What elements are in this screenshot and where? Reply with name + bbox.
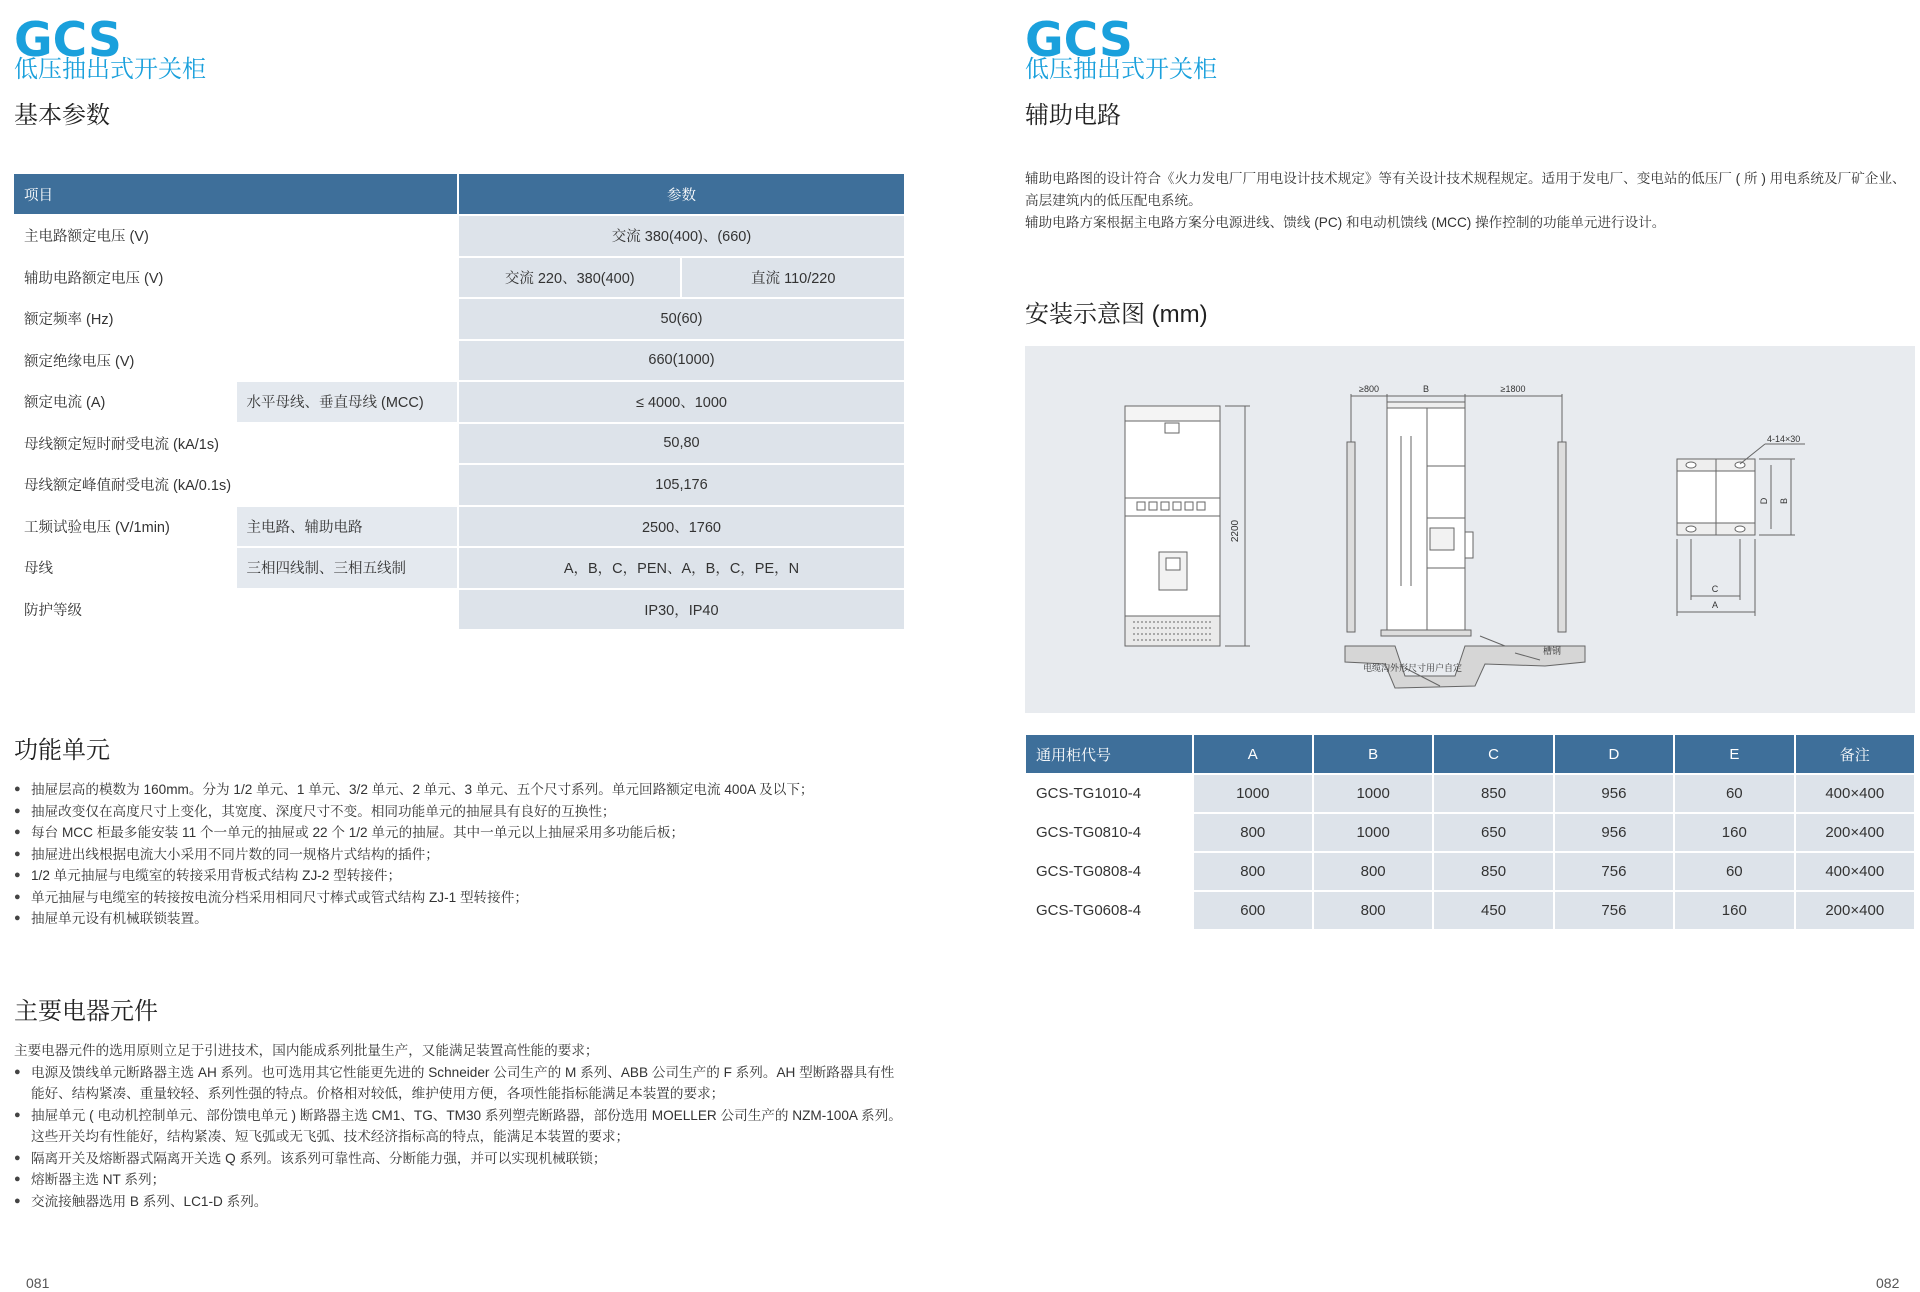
page-number-right: 082 [1876, 1275, 1900, 1291]
width-b-label: B [1422, 384, 1430, 394]
table-cell: 956 [1555, 814, 1673, 851]
row-value: 105,176 [459, 465, 904, 505]
table-cell: 800 [1314, 892, 1432, 929]
header-a: A [1194, 735, 1312, 773]
table-cell: 60 [1675, 775, 1793, 812]
table-cell: 60 [1675, 853, 1793, 890]
header-code: 通用柜代号 [1026, 735, 1192, 773]
table-row [14, 548, 904, 588]
table-cell: 400×400 [1796, 775, 1914, 812]
left-clearance-label: ≥800 [1359, 384, 1379, 394]
cell-code: GCS-TG0808-4 [1026, 853, 1192, 890]
table-cell: 850 [1434, 775, 1552, 812]
table-cell: 200×400 [1796, 814, 1914, 851]
subtitle-left: 低压抽出式开关柜 [14, 56, 206, 83]
table-cell: 756 [1555, 892, 1673, 929]
install-diagram [1025, 346, 1915, 713]
row-value: ≤ 4000、1000 [459, 382, 904, 422]
table-row [14, 590, 904, 630]
paragraph-line: 高层建筑内的低压配电系统。 [1025, 193, 1202, 208]
row-label: 辅助电路额定电压 (V) [14, 258, 457, 298]
header-d: D [1555, 735, 1673, 773]
cell-code: GCS-TG0608-4 [1026, 892, 1192, 929]
paragraph-line: 辅助电路图的设计符合《火力发电厂厂用电设计技术规定》等有关设计技术规程规定。适用于发电厂、变电站的低压厂 ( 所 ) 用电系统及厂矿企业、 [1025, 171, 1906, 186]
row-label: 母线额定峰值耐受电流 (kA/0.1s) [14, 465, 457, 505]
table-cell: 160 [1675, 892, 1793, 929]
cabinet-side-view [1381, 402, 1473, 636]
row-sub: 三相四线制、三相五线制 [237, 548, 457, 588]
row-label: 额定电流 (A) [14, 382, 235, 422]
table-row [1026, 775, 1914, 812]
list-item: ● 1/2 单元抽屉与电缆室的转接采用背板式结构 ZJ-2 型转接件； [14, 865, 914, 887]
list-item: ● 隔离开关及熔断器式隔离开关选 Q 系列。该系列可靠性高、分断能力强，并可以实现机械联锁； [14, 1148, 914, 1170]
header-note: 备注 [1796, 735, 1914, 773]
cell-code: GCS-TG0810-4 [1026, 814, 1192, 851]
height-label: 2200 [1230, 519, 1241, 543]
table-cell: 850 [1434, 853, 1552, 890]
table-row [14, 258, 904, 298]
row-sub: 主电路、辅助电路 [237, 507, 457, 547]
table-row [1026, 814, 1914, 851]
row-value: 50(60) [459, 299, 904, 339]
right-clearance-label: ≥1800 [1500, 384, 1526, 394]
table-row [14, 341, 904, 381]
holes-label: 4-14×30 [1767, 434, 1801, 444]
row-value-ac: 交流 220、380(400) [459, 258, 681, 298]
row-label: 母线 [14, 548, 235, 588]
aux-circuit-heading: 辅助电路 [1025, 102, 1121, 129]
table-row [14, 216, 904, 256]
table-cell: 1000 [1194, 775, 1312, 812]
function-units-heading: 功能单元 [14, 737, 110, 764]
row-value: A，B，C，PEN、A，B，C，PE，N [459, 548, 904, 588]
row-value: 660(1000) [459, 341, 904, 381]
basic-params-table [12, 172, 906, 631]
list-item-line: 能好、结构紧凑、重量较轻、系列性强的特点。价格相对较低，维护使用方便，各项性能指标能满足本装置的要求； [31, 1086, 725, 1101]
table-row [14, 507, 904, 547]
depth-b-label: B [1779, 497, 1789, 505]
paragraph-line: 辅助电路方案根据主电路方案分电源进线、馈线 (PC) 和电动机馈线 (MCC) 操作控制的功能单元进行设计。 [1025, 215, 1666, 230]
row-label: 防护等级 [14, 590, 457, 630]
table-cell: 400×400 [1796, 853, 1914, 890]
cabinet-front-view [1125, 406, 1220, 646]
table-row [14, 424, 904, 464]
dimension-table [1024, 733, 1916, 931]
components-list [14, 1040, 914, 1212]
row-sub: 水平母线、垂直母线 (MCC) [237, 382, 457, 422]
table-row [14, 299, 904, 339]
header-param: 参数 [459, 174, 904, 214]
list-item: ● 抽屉层高的模数为 160mm。分为 1/2 单元、1 单元、3/2 单元、2 单元、3 单元、五个尺寸系列。单元回路额定电流 400A 及以下； [14, 779, 914, 801]
list-item: ● 单元抽屉与电缆室的转接按电流分档采用相同尺寸棒式或管式结构 ZJ-1 型转接件； [14, 887, 914, 909]
row-label: 额定频率 (Hz) [14, 299, 457, 339]
list-item [14, 1105, 914, 1148]
components-heading: 主要电器元件 [14, 998, 158, 1025]
header-item: 项目 [14, 174, 457, 214]
table-row [1026, 892, 1914, 929]
header-e: E [1675, 735, 1793, 773]
row-label: 额定绝缘电压 (V) [14, 341, 457, 381]
channel-steel-label: 槽钢 [1543, 646, 1562, 656]
row-value-dc: 直流 110/220 [682, 258, 904, 298]
table-row [14, 465, 904, 505]
list-item: ● 熔断器主选 NT 系列； [14, 1169, 914, 1191]
table-cell: 800 [1194, 853, 1312, 890]
row-label: 母线额定短时耐受电流 (kA/1s) [14, 424, 457, 464]
subtitle-right: 低压抽出式开关柜 [1025, 56, 1217, 83]
brand-title-right: GCS [1025, 13, 1133, 68]
table-row [14, 382, 904, 422]
aux-circuit-text [1025, 168, 1915, 234]
list-item-line: ● 电源及馈线单元断路器主选 AH 系列。也可选用其它性能更先进的 Schneider 公司生产的 M 系列、ABB 公司生产的 F 系列。AH 型断路器具有性 [31, 1064, 895, 1080]
table-cell: 200×400 [1796, 892, 1914, 929]
header-b: B [1314, 735, 1432, 773]
row-label: 主电路额定电压 (V) [14, 216, 457, 256]
page-number-left: 081 [26, 1275, 50, 1291]
install-diagram-svg [1025, 346, 1915, 713]
list-item-line: 这些开关均有性能好，结构紧凑、短飞弧或无飞弧、技术经济指标高的特点，能满足本装置的要求； [31, 1129, 630, 1144]
row-value: IP30，IP40 [459, 590, 904, 630]
table-cell: 1000 [1314, 775, 1432, 812]
table-row [1026, 853, 1914, 890]
table-cell: 450 [1434, 892, 1552, 929]
components-intro: 主要电器元件的选用原则立足于引进技术，国内能成系列批量生产，又能满足装置高性能的要求； [14, 1043, 599, 1058]
depth-d-label: D [1759, 497, 1769, 505]
dim-c-label: C [1711, 584, 1719, 594]
trench-label: 电缆沟外形尺寸用户自定 [1363, 663, 1463, 673]
row-value: 50,80 [459, 424, 904, 464]
list-item: ● 抽屉进出线根据电流大小采用不同片数的同一规格片式结构的插件； [14, 844, 914, 866]
table-cell: 756 [1555, 853, 1673, 890]
list-item [14, 1062, 914, 1105]
list-item-line: ● 抽屉单元 ( 电动机控制单元、部份馈电单元 ) 断路器主选 CM1、TG、TM30 系列塑壳断路器，部份选用 MOELLER 公司生产的 NZM-100A 系列。 [31, 1107, 902, 1123]
list-item: ● 交流接触器选用 B 系列、LC1-D 系列。 [14, 1191, 914, 1213]
row-value: 交流 380(400)、(660) [459, 216, 904, 256]
function-units-list [14, 779, 914, 930]
header-c: C [1434, 735, 1552, 773]
list-item: ● 抽屉改变仅在高度尺寸上变化，其宽度、深度尺寸不变。相同功能单元的抽屉具有良好的互换性； [14, 801, 914, 823]
list-item: ● 抽屉单元设有机械联锁装置。 [14, 908, 914, 930]
table-cell: 1000 [1314, 814, 1432, 851]
dim-a-label: A [1711, 600, 1719, 610]
install-heading: 安装示意图 (mm) [1025, 301, 1208, 328]
table-cell: 800 [1194, 814, 1312, 851]
table-cell: 650 [1434, 814, 1552, 851]
table-cell: 956 [1555, 775, 1673, 812]
table-cell: 160 [1675, 814, 1793, 851]
list-item: ● 每台 MCC 柜最多能安装 11 个一单元的抽屉或 22 个 1/2 单元的抽屉。其中一单元以上抽屉采用多功能后板； [14, 822, 914, 844]
basic-params-heading: 基本参数 [14, 102, 110, 129]
cabinet-plan-view [1677, 459, 1755, 535]
table-cell: 600 [1194, 892, 1312, 929]
row-label: 工频试验电压 (V/1min) [14, 507, 235, 547]
table-cell: 800 [1314, 853, 1432, 890]
cell-code: GCS-TG1010-4 [1026, 775, 1192, 812]
brand-title-left: GCS [14, 13, 122, 68]
row-value: 2500、1760 [459, 507, 904, 547]
